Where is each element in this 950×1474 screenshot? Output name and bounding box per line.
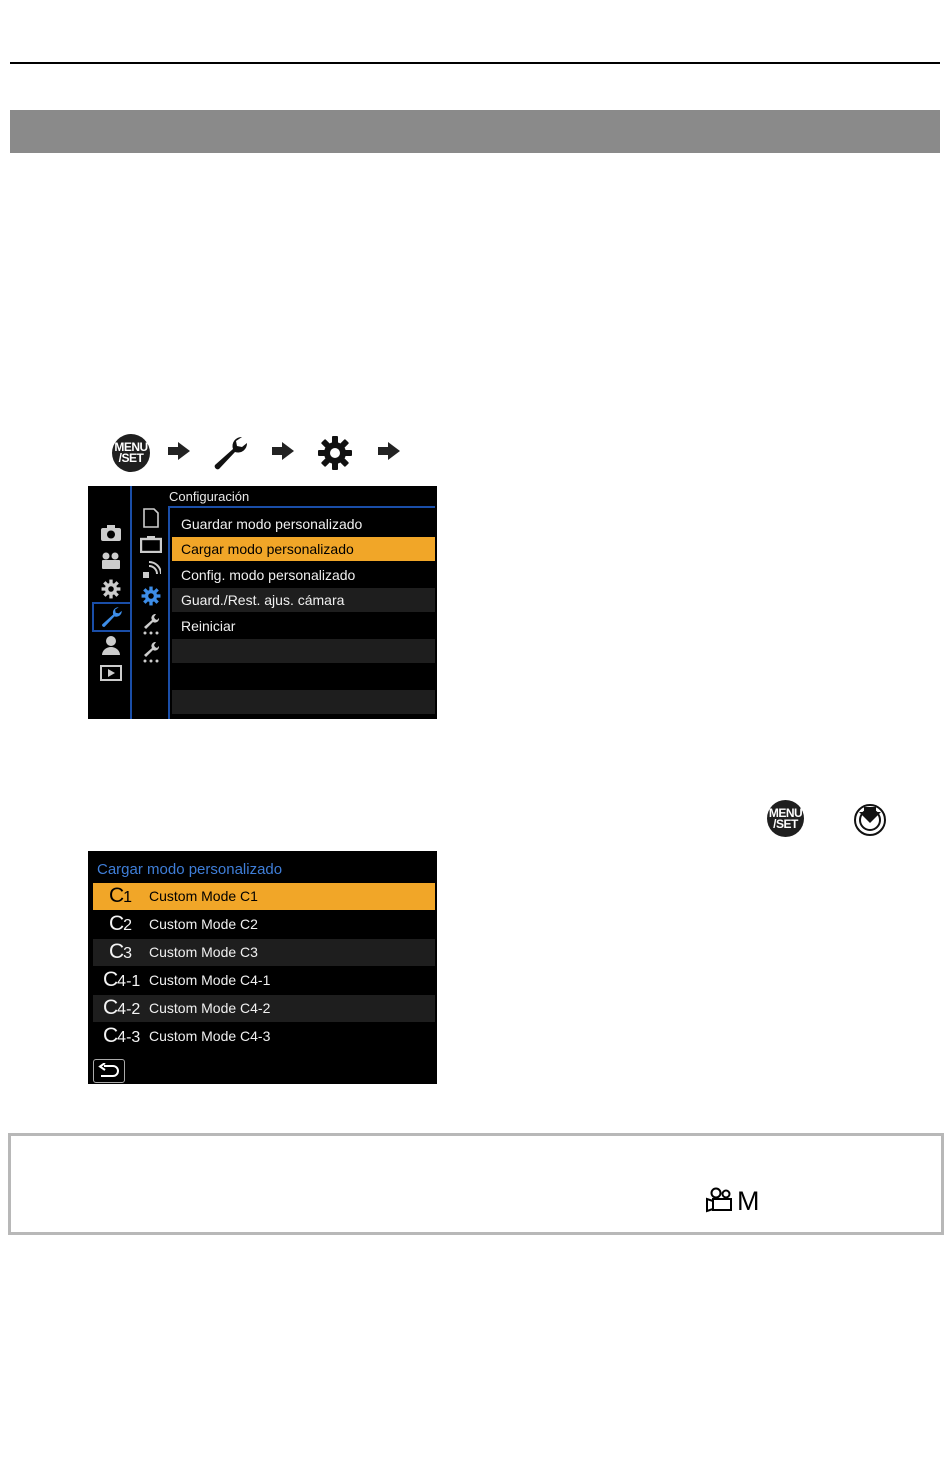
- menu-set-line2: /SET: [118, 451, 144, 465]
- camera-icon[interactable]: [94, 520, 128, 546]
- mode-label: Custom Mode C4-3: [149, 1028, 271, 1044]
- arrow-right-icon: [168, 442, 190, 460]
- custom-mode-c2[interactable]: [93, 911, 435, 938]
- back-button[interactable]: [93, 1059, 125, 1083]
- mode-label: Custom Mode C2: [149, 916, 258, 932]
- menu-item-cargar[interactable]: [172, 537, 435, 561]
- menu-path: [112, 432, 432, 472]
- section-header-band: [10, 110, 940, 153]
- top-rule: [10, 62, 940, 64]
- mode-label: Custom Mode C1: [149, 888, 258, 904]
- gear-icon: [317, 435, 353, 471]
- movie-camera-icon[interactable]: [94, 548, 128, 574]
- menu-set-line1: MENU: [768, 805, 803, 820]
- menu-item-empty: [172, 665, 435, 689]
- mode-letter: M: [737, 1185, 760, 1216]
- wrench-icon: [212, 435, 250, 471]
- wrench-dots-icon[interactable]: [138, 640, 164, 664]
- return-arrow-icon: [98, 1063, 120, 1079]
- arrow-right-icon: [378, 442, 400, 460]
- divider: [130, 486, 132, 719]
- mode-code: C4-3: [103, 1024, 141, 1047]
- custom-mode-c4-3[interactable]: [93, 1023, 435, 1050]
- menu-set-line2: /SET: [773, 816, 798, 831]
- mode-label: Custom Mode C3: [149, 944, 258, 960]
- divider: [168, 508, 170, 719]
- monitor-icon[interactable]: [138, 532, 164, 556]
- joystick-press-icon: [851, 800, 889, 838]
- menu-item-label: Guardar modo personalizado: [181, 516, 363, 532]
- wrench-icon[interactable]: [92, 602, 130, 632]
- mode-code: C1: [109, 884, 133, 907]
- menu-item-empty: [172, 639, 435, 663]
- load-custom-mode-screen: [88, 851, 437, 1084]
- mode-label: Custom Mode C4-2: [149, 1000, 271, 1016]
- menu-item-config[interactable]: [172, 563, 435, 587]
- mode-code: C3: [109, 940, 133, 963]
- menu-item-label: Guard./Rest. ajus. cámara: [181, 592, 345, 608]
- arrow-right-icon: [272, 442, 294, 460]
- wrench-dots-icon[interactable]: [138, 612, 164, 636]
- menu-title: Configuración: [169, 489, 250, 504]
- menu-set-line1: MENU: [114, 440, 148, 454]
- custom-mode-c1[interactable]: [93, 883, 435, 910]
- creative-video-mode-icon: [705, 1186, 760, 1216]
- mode-code: C2: [109, 912, 133, 935]
- menu-item-label: Config. modo personalizado: [181, 567, 356, 583]
- note-box: [8, 1133, 944, 1235]
- playback-icon[interactable]: [94, 660, 128, 686]
- menu-item-guardar[interactable]: [172, 512, 435, 536]
- mode-code: C4-1: [103, 968, 141, 991]
- custom-gear-icon[interactable]: [94, 576, 128, 602]
- menu-set-button-icon: [767, 800, 804, 837]
- my-menu-person-icon[interactable]: [94, 632, 128, 658]
- setup-menu-screen: [88, 486, 437, 719]
- custom-mode-c3[interactable]: [93, 939, 435, 966]
- mode-label: Custom Mode C4-1: [149, 972, 271, 988]
- card-icon[interactable]: [138, 506, 164, 530]
- menu-item-empty: [172, 690, 435, 714]
- menu-title: Cargar modo personalizado: [97, 861, 283, 878]
- divider: [168, 506, 435, 508]
- menu-set-button-icon: [112, 434, 150, 472]
- custom-mode-c4-1[interactable]: [93, 967, 435, 994]
- custom-mode-c4-2[interactable]: [93, 995, 435, 1022]
- wireless-icon[interactable]: [138, 558, 164, 582]
- movie-camera-icon: [705, 1187, 735, 1215]
- mode-code: C4-2: [103, 996, 141, 1019]
- menu-item-reiniciar[interactable]: [172, 614, 435, 638]
- menu-item-label: Reiniciar: [181, 618, 236, 634]
- menu-item-guard-rest[interactable]: [172, 588, 435, 612]
- gear-icon[interactable]: [138, 584, 164, 608]
- menu-item-label: Cargar modo personalizado: [181, 541, 354, 557]
